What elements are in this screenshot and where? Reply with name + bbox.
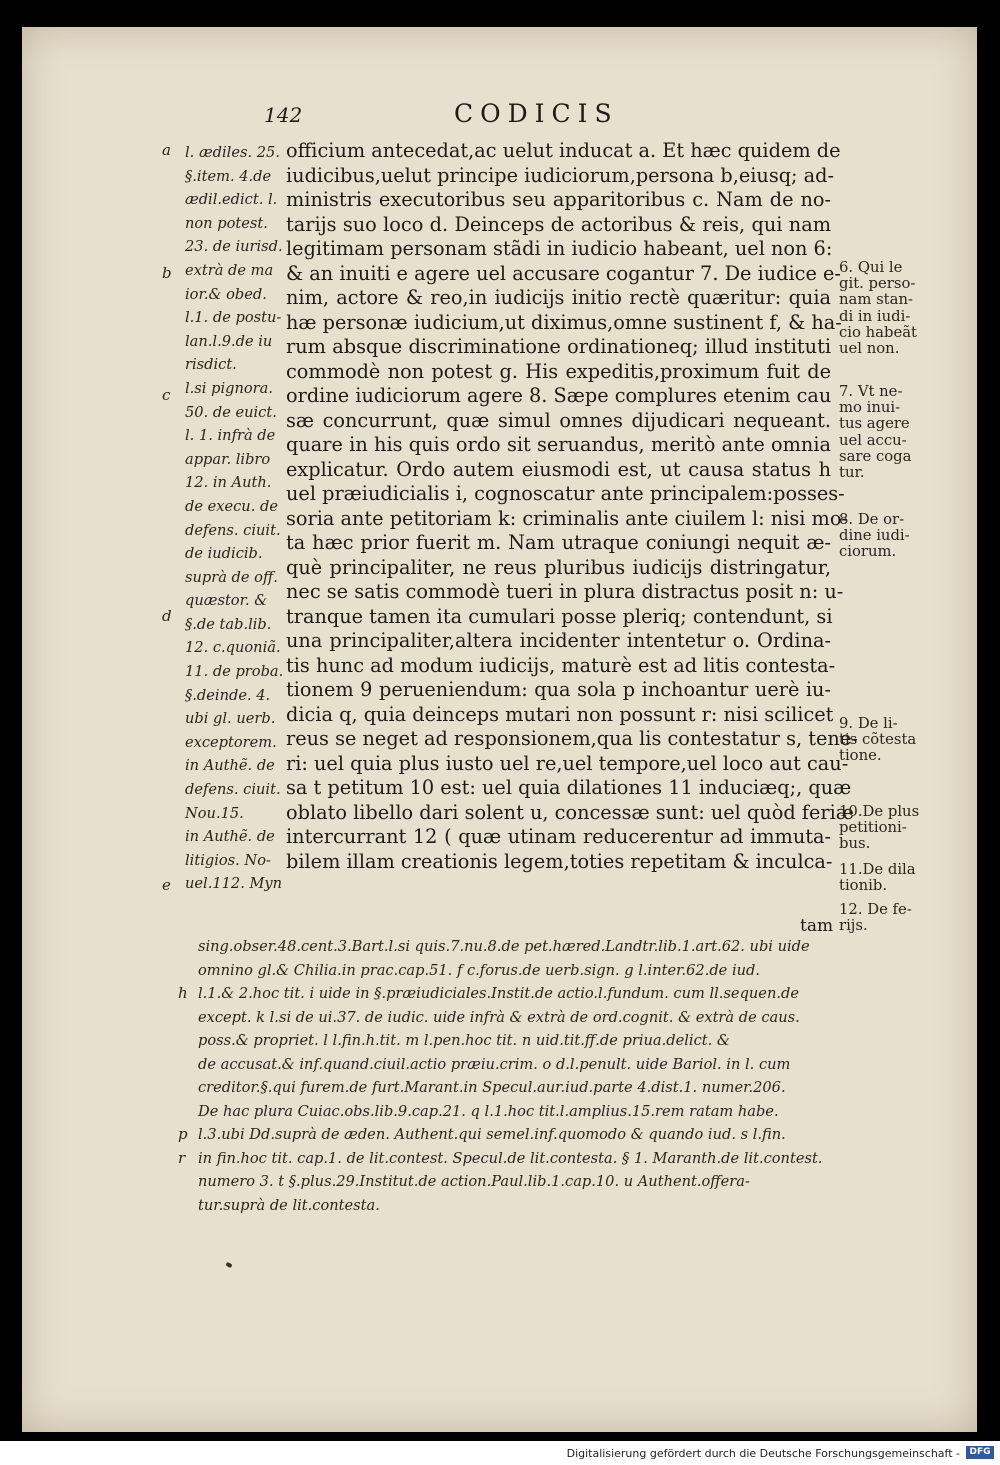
margin-note-line: de execu. de — [185, 497, 278, 515]
footnote-marker: h — [178, 984, 188, 1002]
margin-note-line: quæstor. & — [185, 592, 268, 610]
side-note-line: 7. Vt ne- — [839, 383, 903, 400]
footnote-line: except. k l.si de ui.37. de iudic. uide infrà & extrà de ord.cognit. & extrà de caus. — [198, 1008, 800, 1026]
footnote-marker: r — [178, 1148, 186, 1167]
dfg-logo: DFG — [966, 1446, 994, 1459]
note-marker-d: d — [162, 606, 172, 625]
text-line: ta hæc prior fuerit m. Nam utraque coniungi nequit æ- — [286, 531, 831, 554]
margin-note-line: §.deinde. 4. — [185, 686, 271, 704]
note-marker-c: c — [162, 386, 171, 404]
side-note — [839, 384, 911, 481]
book-page — [22, 27, 977, 1432]
text-line: una principaliter,altera incidenter intentetur o. Ordina- — [286, 629, 831, 652]
margin-note-line: l.si pignora. — [185, 379, 273, 397]
margin-note-line: 12. in Auth. — [185, 474, 272, 492]
margin-note-line: defens. ciuit. — [185, 781, 281, 799]
text-line: hæ personæ iudicium,ut diximus,omne sustinent f, & ha- — [286, 310, 842, 334]
side-note-line: uel non. — [839, 340, 900, 358]
credit-text: Digitalisierung gefördert durch die Deutsche Forschungsgemeinschaft - — [566, 1447, 960, 1460]
side-note-line: ciorum. — [839, 543, 897, 561]
side-note-line: tione. — [839, 747, 882, 765]
catchword: tam — [800, 916, 834, 936]
margin-note-line: l.1. de postu- — [185, 309, 282, 327]
margin-note-line: ædil.edict. l. — [185, 191, 278, 209]
side-note-line: 12. De fe- — [839, 901, 912, 918]
text-line: & an inuiti e agere uel accusare cogantur 7. De iudice e- — [286, 261, 841, 285]
side-note — [839, 512, 910, 561]
side-note — [839, 862, 916, 894]
margin-note-line: extrà de ma — [185, 261, 274, 279]
text-line: iudicibus,uelut principe iudiciorum,persona b,eiusq; ad- — [286, 163, 835, 187]
footnote-marker-blank — [178, 1029, 188, 1053]
side-note-line: tur. — [839, 464, 865, 482]
side-note-line: sare coga — [839, 447, 912, 465]
margin-note-line: §.de tab.lib. — [185, 615, 272, 633]
footnote-marker-blank — [178, 935, 188, 959]
note-marker-b: b — [162, 263, 172, 282]
text-line: què principaliter, ne reus pluribus iudicijs distringatur, — [286, 555, 831, 579]
side-note-line: cio habeãt — [839, 323, 917, 341]
margin-note-line: uel.112. Myn — [185, 875, 283, 893]
text-line: legitimam personam stãdi in iudicio habeant, uel non 6: — [286, 237, 833, 260]
text-line: ordine iudiciorum agere 8. Sæpe complures etenim cau — [286, 384, 832, 407]
footnote-marker-blank — [178, 1006, 188, 1030]
running-head — [22, 99, 977, 135]
ink-speck — [225, 1262, 232, 1268]
text-line: oblato libello dari solent u, concessæ sunt: uel quòd feriæ — [286, 800, 854, 824]
footnote-line: tur.suprà de lit.contesta. — [198, 1196, 380, 1214]
side-note-line: nam stan- — [839, 291, 913, 309]
text-line: officium antecedat,ac uelut inducat a. Et hæc quidem de — [286, 139, 841, 162]
footnote-line: poss.& propriet. l l.fin.h.tit. m l.pen.hoc tit. n uid.tit.ff.de priua.delict. & — [198, 1032, 730, 1049]
text-line: soria ante petitoriam k: criminalis ante ciuilem l: nisi mo- — [286, 506, 848, 530]
footnote-marker-blank — [178, 1076, 188, 1100]
text-line: nec se satis commodè tueri in plura distractus posit n: u- — [286, 580, 844, 603]
text-line: ministris executoribus seu apparitoribus c. Nam de no- — [286, 188, 831, 211]
margin-note-line: litigios. No- — [185, 851, 271, 869]
text-line: tionem 9 perueniendum: qua sola p inchoantur uerè iu- — [286, 678, 831, 701]
text-line: quare in his quis ordo sit seruandus, meritò ante omnia — [286, 433, 831, 456]
margin-note-line: §.item. 4.de — [185, 167, 272, 185]
margin-note-line: 50. de euict. — [185, 403, 277, 421]
side-note — [839, 260, 917, 357]
margin-note-line: non potest. — [185, 214, 268, 232]
footnote-marker-blank — [178, 959, 188, 983]
text-line: sæ concurrunt, quæ simul omnes dijudicari nequeant. — [286, 408, 831, 432]
margin-note-line: defens. ciuit. — [185, 521, 281, 539]
side-note-line: 6. Qui le — [839, 259, 903, 276]
text-line: tis hunc ad modum iudicijs, maturè est ad litis contesta- — [286, 653, 836, 677]
side-note — [839, 902, 912, 934]
footnote-line: in fin.hoc tit. cap.1. de lit.contest. Specul.de lit.contesta. § 1. Maranth.de lit.contest. — [198, 1149, 823, 1167]
main-text-column — [286, 139, 858, 874]
margin-note-line: in Authẽ. de — [185, 757, 275, 775]
margin-note-line: Nou.15. — [185, 804, 244, 822]
text-line: bilem illam creationis legem,toties repetitam & inculca- — [286, 849, 833, 873]
side-note-line: git. perso- — [839, 275, 916, 293]
margin-note-line: 11. de proba. — [185, 663, 284, 681]
side-note-line: tionib. — [839, 877, 888, 895]
text-line: sa t petitum 10 est: uel quia dilationes 11 induciæq;, quæ — [286, 776, 852, 799]
text-line: intercurrant 12 ( quæ utinam reducerentur ad immuta- — [286, 825, 831, 848]
footnote-line: numero 3. t §.plus.29.Institut.de action.Paul.lib.1.cap.10. u Authent.offera- — [198, 1173, 750, 1190]
footnote-line: sing.obser.48.cent.3.Bart.l.si quis.7.nu.8.de pet.hæred.Landtr.lib.1.art.62. ubi uide — [198, 938, 810, 955]
footnote-marker-blank — [178, 1100, 188, 1124]
side-note-line: dine iudi- — [839, 527, 910, 545]
margin-note-line: de iudicib. — [185, 545, 263, 563]
margin-note-line: lan.l.9.de iu — [185, 332, 273, 350]
side-note-line: uel accu- — [839, 431, 907, 449]
margin-note-line: in Authẽ. de — [185, 828, 275, 846]
text-line: tarijs suo loco d. Deinceps de actoribus & reis, qui nam — [286, 212, 831, 236]
footnote-line: l.1.& 2.hoc tit. i uide in §.præiudiciales.Instit.de actio.l.fundum. cum ll.sequen.de — [198, 985, 799, 1002]
side-note-line: tus agere — [839, 415, 910, 433]
side-note — [839, 804, 919, 853]
footnote-line: De hac plura Cuiac.obs.lib.9.cap.21. q l.1.hoc tit.l.amplius.15.rem ratam habe. — [198, 1102, 779, 1120]
margin-note-line: ubi gl. uerb. — [185, 710, 276, 728]
side-note-line: bus. — [839, 835, 871, 853]
text-line: rum absque discriminatione ordinationeq; illud instituti — [286, 335, 831, 358]
side-note-line: mo inui- — [839, 399, 901, 417]
margin-note-line: ior.& obed. — [185, 285, 267, 303]
side-note-line: 10.De plus — [839, 803, 920, 820]
footnote-line: l.3.ubi Dd.suprà de æden. Authent.qui semel.inf.quomodo & quando iud. s l.fin. — [198, 1126, 786, 1143]
left-margin-notes — [185, 141, 283, 896]
side-note-line: petitioni- — [839, 819, 907, 837]
side-note-line: rijs. — [839, 917, 868, 935]
side-note-line: tis cõtesta — [839, 731, 917, 749]
footnote-marker-blank — [178, 1053, 188, 1077]
margin-note-line: l. ædiles. 25. — [185, 144, 280, 161]
side-note-line: 8. De or- — [839, 511, 905, 528]
text-line: reus se neget ad responsionem,qua lis contestatur s, tene- — [286, 727, 858, 750]
margin-note-line: 23. de iurisd. — [185, 238, 283, 256]
margin-note-line: exceptorem. — [185, 733, 277, 751]
margin-note-line: suprà de off. — [185, 568, 278, 586]
text-line: commodè non potest g. His expeditis,proximum fuit de — [286, 359, 831, 383]
footnote-line: creditor.§.qui furem.de furt.Marant.in Specul.aur.iud.parte 4.dist.1. numer.206. — [198, 1079, 786, 1096]
running-title: CODICIS — [454, 99, 619, 128]
note-marker-a: a — [162, 141, 171, 159]
text-line: uel præiudicialis i, cognoscatur ante principalem:posses- — [286, 482, 845, 505]
margin-note-line: l. 1. infrà de — [185, 427, 276, 445]
page-number: 142 — [264, 103, 303, 127]
margin-note-line: risdict. — [185, 356, 237, 374]
text-line: nim, actore & reo,in iudicijs initio rectè quæritur: quia — [286, 286, 831, 309]
side-note — [839, 716, 916, 765]
footnotes — [198, 935, 858, 1217]
text-line: dicia q, quia deinceps mutari non possunt r: nisi scilicet — [286, 702, 834, 726]
note-marker-e: e — [162, 876, 171, 894]
footnote-marker-blank — [178, 1194, 188, 1218]
side-note-line: 9. De li- — [839, 715, 898, 732]
footnote-line: de accusat.& inf.quand.ciuil.actio præiu.crim. o d.l.penult. uide Bariol. in l. cum — [198, 1055, 791, 1073]
margin-note-line: appar. libro — [185, 450, 271, 468]
footnote-line: omnino gl.& Chilia.in prac.cap.51. f c.forus.de uerb.sign. g l.inter.62.de iud. — [198, 961, 761, 979]
margin-note-line: 12. c.quoniã. — [185, 639, 281, 657]
footnote-marker: p — [178, 1125, 188, 1143]
side-note-line: di in iudi- — [839, 307, 911, 325]
text-line: ri: uel quia plus iusto uel re,uel tempore,uel loco aut cau- — [286, 751, 849, 775]
text-line: tranque tamen ita cumulari posse pleriq; contendunt, si — [286, 604, 833, 628]
footnote-letters — [178, 935, 188, 1217]
text-line: explicatur. Ordo autem eiusmodi est, ut causa status h — [286, 457, 831, 481]
side-note-line: 11.De dila — [839, 861, 916, 878]
footnote-marker-blank — [178, 1170, 188, 1194]
credit-bar — [0, 1441, 1000, 1465]
